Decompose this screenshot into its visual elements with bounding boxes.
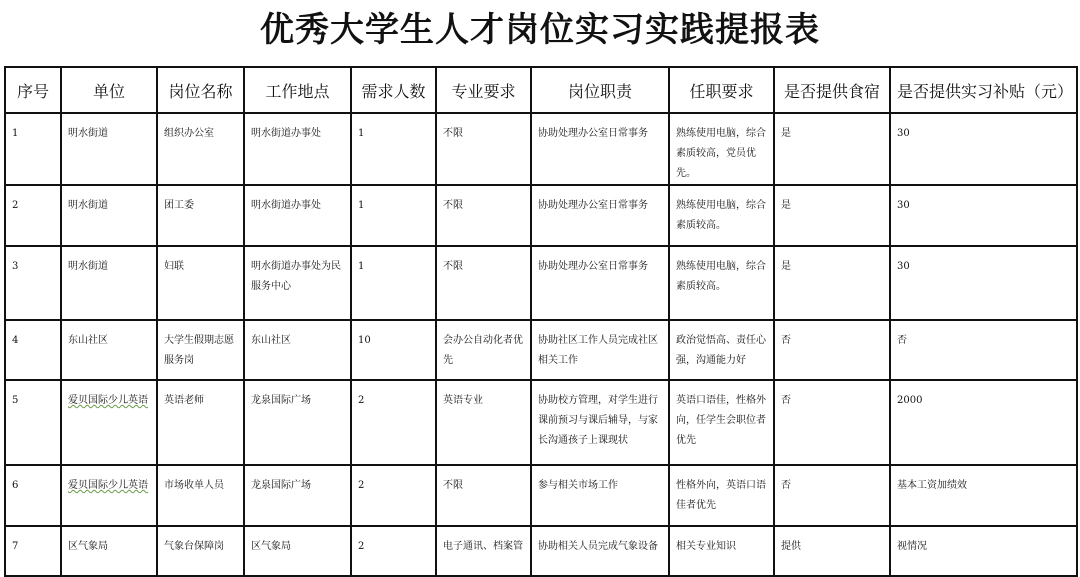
- cell-text: 否: [781, 395, 791, 406]
- page-title: 优秀大学生人才岗位实习实践提报表: [260, 10, 820, 50]
- table-cell: [5, 526, 61, 576]
- table-cell: [669, 465, 774, 526]
- cell-text: 2: [358, 395, 365, 406]
- cell-text: 2: [358, 480, 365, 491]
- cell-text: 10: [358, 335, 371, 346]
- cell-text: 否: [781, 480, 791, 491]
- table-cell: [531, 320, 669, 380]
- cell-text: 妇联: [164, 261, 184, 272]
- cell-text: 英语老师: [164, 395, 204, 406]
- cell-text: 龙泉国际广场: [251, 480, 311, 491]
- table-cell: [61, 246, 157, 320]
- table-cell: [157, 380, 244, 465]
- cell-text: 4: [12, 335, 19, 346]
- table-cell: [531, 246, 669, 320]
- cell-text: 明水街道: [68, 128, 108, 139]
- cell-text: 30: [897, 128, 910, 139]
- table-cell: [244, 246, 351, 320]
- cell-text: 不限: [443, 128, 463, 139]
- column-header: 单位: [61, 67, 157, 113]
- table-cell: [5, 320, 61, 380]
- table-cell: [5, 380, 61, 465]
- cell-text: 参与相关市场工作: [538, 480, 618, 491]
- table-cell: [157, 185, 244, 246]
- table-cell: [5, 185, 61, 246]
- cell-text: 英语口语佳，性格外向，任学生会职位者优先: [676, 395, 766, 446]
- cell-text: 是: [781, 200, 791, 211]
- cell-text: 否: [897, 335, 907, 346]
- table-cell: [531, 380, 669, 465]
- cell-text: 提供: [781, 541, 801, 552]
- cell-text: 1: [358, 261, 365, 272]
- cell-text: 性格外向，英语口语佳者优先: [676, 480, 766, 511]
- cell-text: 东山社区: [68, 335, 108, 346]
- cell-text: 熟练使用电脑，综合素质较高。: [676, 261, 766, 292]
- table-row: [5, 246, 1077, 320]
- cell-text: 熟练使用电脑，综合素质较高，党员优先。: [676, 128, 766, 179]
- cell-text: 协助相关人员完成气象设备: [538, 541, 658, 552]
- table-cell: [351, 246, 436, 320]
- cell-text: 1: [358, 200, 365, 211]
- table-cell: [436, 320, 531, 380]
- cell-text: 2000: [897, 395, 923, 406]
- table-cell: [436, 113, 531, 185]
- cell-text: 5: [12, 395, 19, 406]
- table-cell: [157, 320, 244, 380]
- column-header: 是否提供实习补贴（元）: [890, 67, 1077, 113]
- table-cell: [669, 185, 774, 246]
- table-cell: [774, 380, 890, 465]
- table-cell: [436, 185, 531, 246]
- cell-text: 区气象局: [68, 541, 108, 552]
- cell-text: 明水街道办事处: [251, 128, 321, 139]
- cell-text: 会办公自动化者优先: [443, 335, 523, 366]
- table-cell: [351, 113, 436, 185]
- table-cell: [890, 113, 1077, 185]
- table-cell: [669, 113, 774, 185]
- cell-text: 协助社区工作人员完成社区相关工作: [538, 335, 658, 366]
- table-cell: [244, 320, 351, 380]
- table-cell: [774, 185, 890, 246]
- table-cell: [61, 185, 157, 246]
- cell-text: 基本工资加绩效: [897, 480, 967, 491]
- cell-text: 东山社区: [251, 335, 291, 346]
- table-cell: [244, 113, 351, 185]
- cell-text: 龙泉国际广场: [251, 395, 311, 406]
- table-cell: [157, 526, 244, 576]
- cell-text: 电子通讯、档案管: [443, 541, 523, 552]
- table-cell: [890, 465, 1077, 526]
- cell-text: 6: [12, 480, 19, 491]
- cell-text: 组织办公室: [164, 128, 214, 139]
- column-header: 序号: [5, 67, 61, 113]
- column-header: 需求人数: [351, 67, 436, 113]
- table-cell: [890, 185, 1077, 246]
- table-cell: [436, 526, 531, 576]
- table-cell: [890, 320, 1077, 380]
- cell-text: 政治觉悟高、责任心强，沟通能力好: [676, 335, 766, 366]
- cell-text: 爱贝国际少儿英语: [68, 395, 148, 406]
- cell-text: 30: [897, 200, 910, 211]
- table-cell: [351, 526, 436, 576]
- table-cell: [531, 526, 669, 576]
- cell-text: 协助校方管理，对学生进行课前预习与课后辅导，与家长沟通孩子上课现状: [538, 395, 658, 446]
- table-cell: [351, 185, 436, 246]
- table-cell: [61, 113, 157, 185]
- table-cell: [669, 320, 774, 380]
- table-cell: [244, 465, 351, 526]
- table-cell: [351, 380, 436, 465]
- table-cell: [890, 380, 1077, 465]
- table-cell: [436, 465, 531, 526]
- table-cell: [244, 526, 351, 576]
- column-header: 是否提供食宿: [774, 67, 890, 113]
- cell-text: 相关专业知识: [676, 541, 736, 552]
- cell-text: 熟练使用电脑，综合素质较高。: [676, 200, 766, 231]
- cell-text: 明水街道办事处为民服务中心: [251, 261, 341, 292]
- table-cell: [669, 526, 774, 576]
- cell-text: 7: [12, 541, 19, 552]
- table-cell: [351, 320, 436, 380]
- table-cell: [157, 113, 244, 185]
- table-cell: [157, 246, 244, 320]
- table-header: [5, 67, 1077, 113]
- table-cell: [774, 113, 890, 185]
- internship-table: [4, 66, 1078, 577]
- table-cell: [61, 380, 157, 465]
- cell-text: 3: [12, 261, 19, 272]
- cell-text: 不限: [443, 480, 463, 491]
- cell-text: 2: [12, 200, 19, 211]
- table-cell: [157, 465, 244, 526]
- table-cell: [351, 465, 436, 526]
- column-header: 任职要求: [669, 67, 774, 113]
- table-cell: [244, 185, 351, 246]
- column-header: 岗位名称: [157, 67, 244, 113]
- cell-text: 不限: [443, 200, 463, 211]
- cell-text: 团工委: [164, 200, 194, 211]
- table-cell: [61, 465, 157, 526]
- table-row: [5, 113, 1077, 185]
- cell-text: 否: [781, 335, 791, 346]
- cell-text: 不限: [443, 261, 463, 272]
- cell-text: 协助处理办公室日常事务: [538, 261, 648, 272]
- cell-text: 英语专业: [443, 395, 483, 406]
- cell-text: 30: [897, 261, 910, 272]
- table-row: [5, 526, 1077, 576]
- cell-text: 2: [358, 541, 365, 552]
- cell-text: 是: [781, 261, 791, 272]
- cell-text: 区气象局: [251, 541, 291, 552]
- cell-text: 视情况: [897, 541, 927, 552]
- table-row: [5, 380, 1077, 465]
- cell-text: 1: [12, 128, 19, 139]
- cell-text: 明水街道办事处: [251, 200, 321, 211]
- cell-text: 协助处理办公室日常事务: [538, 200, 648, 211]
- cell-text: 大学生假期志愿服务岗: [164, 335, 234, 366]
- table-cell: [61, 526, 157, 576]
- cell-text: 市场收单人员: [164, 480, 224, 491]
- table-cell: [531, 185, 669, 246]
- cell-text: 1: [358, 128, 365, 139]
- table-cell: [890, 526, 1077, 576]
- table-row: [5, 465, 1077, 526]
- table-cell: [5, 113, 61, 185]
- cell-text: 明水街道: [68, 200, 108, 211]
- table-cell: [669, 380, 774, 465]
- table-cell: [890, 246, 1077, 320]
- cell-text: 是: [781, 128, 791, 139]
- table-cell: [774, 465, 890, 526]
- table-cell: [774, 320, 890, 380]
- table-cell: [436, 380, 531, 465]
- table-cell: [5, 465, 61, 526]
- column-header: 专业要求: [436, 67, 531, 113]
- table-cell: [774, 526, 890, 576]
- table-cell: [244, 380, 351, 465]
- cell-text: 气象台保障岗: [164, 541, 224, 552]
- cell-text: 明水街道: [68, 261, 108, 272]
- table-cell: [436, 246, 531, 320]
- cell-text: 协助处理办公室日常事务: [538, 128, 648, 139]
- column-header: 岗位职责: [531, 67, 669, 113]
- table-cell: [531, 465, 669, 526]
- column-header: 工作地点: [244, 67, 351, 113]
- table-row: [5, 320, 1077, 380]
- table-cell: [774, 246, 890, 320]
- table-cell: [5, 246, 61, 320]
- table-cell: [531, 113, 669, 185]
- table-cell: [669, 246, 774, 320]
- table-row: [5, 185, 1077, 246]
- table-cell: [61, 320, 157, 380]
- cell-text: 爱贝国际少儿英语: [68, 480, 148, 491]
